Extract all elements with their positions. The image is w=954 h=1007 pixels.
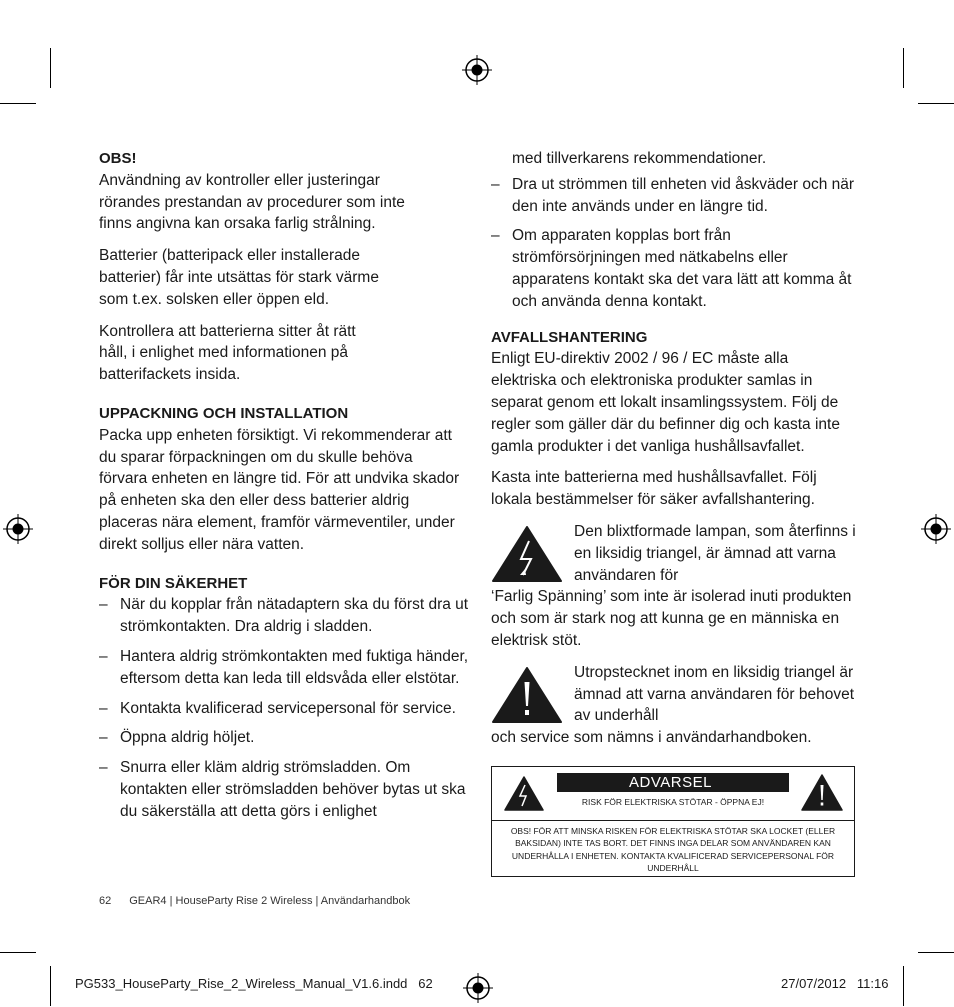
page-footer — [99, 895, 410, 907]
exclamation-triangle-icon — [491, 666, 563, 724]
obs-text: Användning av kontroller eller justeringar rörandes prestandan av procedurer som inte finns angivna kan orsaka farlig strålning. — [99, 171, 405, 233]
list-item: – Dra ut strömmen till enheten vid åskväder och när den inte används under en längre tid. — [491, 175, 855, 215]
exclamation-triangle-icon — [801, 774, 843, 811]
left-column — [99, 148, 474, 823]
batteries-text: Batterier (batteripack eller installerade batterier) får inte utsättas för stark värme som t.ex. solsken eller öppen eld. — [99, 247, 379, 308]
registration-mark-icon — [462, 55, 492, 85]
continuation-text: med tillverkarens rekommendationer. — [512, 150, 767, 167]
slug-filename: PG533_HouseParty_Rise_2_Wireless_Manual_V1.6.indd 62 — [75, 976, 433, 991]
exclamation-text: Utropstecknet inom en liksidig triangel är ämnad att varna användaren för behovet av underhåll — [574, 663, 855, 725]
warning-divider — [492, 820, 854, 821]
crop-mark — [0, 103, 36, 104]
battery-disposal-text: Kasta inte batterierna med hushållsavfallet. Följ lokala bestämmelser för säker avfallshantering. — [491, 469, 817, 509]
list-item: – Snurra eller kläm aldrig strömsladden. Om kontakten eller strömsladden behöver bytas ut ska du säkerställa att detta görs i enlighet — [99, 759, 466, 820]
crop-mark — [0, 952, 36, 953]
registration-mark-icon — [921, 514, 951, 544]
list-item: – Kontakta kvalificerad servicepersonal för service. — [99, 699, 456, 717]
list-item: – Om apparaten kopplas bort från strömförsörjningen med nätkabelns eller apparatens kontakt ska det vara lätt att komma åt och använda denna kontakt. — [491, 227, 852, 310]
registration-mark-icon — [3, 514, 33, 544]
lightning-warning — [491, 521, 861, 652]
unpack-heading: UPPACKNING OCH INSTALLATION — [99, 404, 349, 422]
safety-list-continued — [491, 174, 861, 313]
safety-heading: FÖR DIN SÄKERHET — [99, 574, 248, 592]
lightning-text: Den blixtformade lampan, som återfinns i en liksidig triangel, är ämnad att varna användaren för — [574, 522, 856, 584]
list-item: – Hantera aldrig strömkontakten med fuktiga händer, eftersom detta kan leda till eldsvåda eller elstötar. — [99, 647, 469, 687]
crop-mark — [903, 966, 904, 1006]
crop-mark — [918, 952, 954, 953]
disposal-heading: AVFALLSHANTERING — [491, 328, 648, 346]
lightning-triangle-icon — [504, 776, 544, 811]
unpack-text: Packa upp enheten försiktigt. Vi rekommenderar att du sparar förpackningen om du skulle behöva förvara enheten en längre tid. För att undvika skador på enheten ska den eller dess batterier aldrig placeras nära element, framför värmeventiler, under direkt solljus eller nära vatten. — [99, 426, 460, 553]
right-column — [491, 148, 861, 749]
crop-mark — [50, 48, 51, 88]
registration-mark-icon — [463, 973, 493, 1003]
exclamation-warning — [491, 662, 861, 749]
disposal-text: Enligt EU-direktiv 2002 / 96 / EC måste alla elektriska och elektroniska produkter samlas in separat genom ett lokalt insamlingssystem. Följ de regler som gäller där du befinner dig och kasta inte gamla produkter i det vanliga hushållsavfallet. — [491, 350, 840, 455]
warning-label — [491, 766, 855, 877]
footer-title: GEAR4 | HouseParty Rise 2 Wireless | Användarhandbok — [129, 895, 411, 907]
crop-mark — [918, 103, 954, 104]
warning-title: ADVARSEL — [557, 773, 789, 792]
list-item: – Öppna aldrig höljet. — [99, 729, 255, 747]
list-item: – När du kopplar från nätadaptern ska du först dra ut strömkontakten. Dra aldrig i sladden. — [99, 596, 469, 636]
page-number: 62 — [99, 895, 112, 907]
slug-date: 27/07/2012 11:16 — [781, 976, 889, 991]
battery-check-text: Kontrollera att batterierna sitter åt rätt håll, i enlighet med informationen på batterifackets insida. — [99, 322, 356, 384]
obs-heading: OBS! — [99, 150, 137, 167]
warning-subtitle: RISK FÖR ELEKTRISKA STÖTAR - ÖPPNA EJ! — [581, 797, 765, 807]
crop-mark — [50, 966, 51, 1006]
exclamation-text-continued: och service som nämns i användarhandboken. — [491, 729, 812, 747]
crop-mark — [903, 48, 904, 88]
lightning-triangle-icon — [491, 525, 563, 583]
warning-body: OBS! FÖR ATT MINSKA RISKEN FÖR ELEKTRISKA STÖTAR SKA LOCKET (ELLER BAKSIDAN) INTE TAS BORT. DET FINNS INGA DELAR SOM ANVÄNDAREN KAN UNDERHÅLLA I ENHETEN. KONTAKTA KVALIFICERAD SERVICEPERSONAL FÖR UNDERHÅLL — [510, 826, 836, 874]
lightning-text-continued: ‘Farlig Spänning’ som inte är isolerad inuti produkten och som är stark nog att kunna ge en människa en elektrisk stöt. — [491, 588, 852, 649]
safety-list — [99, 594, 474, 822]
